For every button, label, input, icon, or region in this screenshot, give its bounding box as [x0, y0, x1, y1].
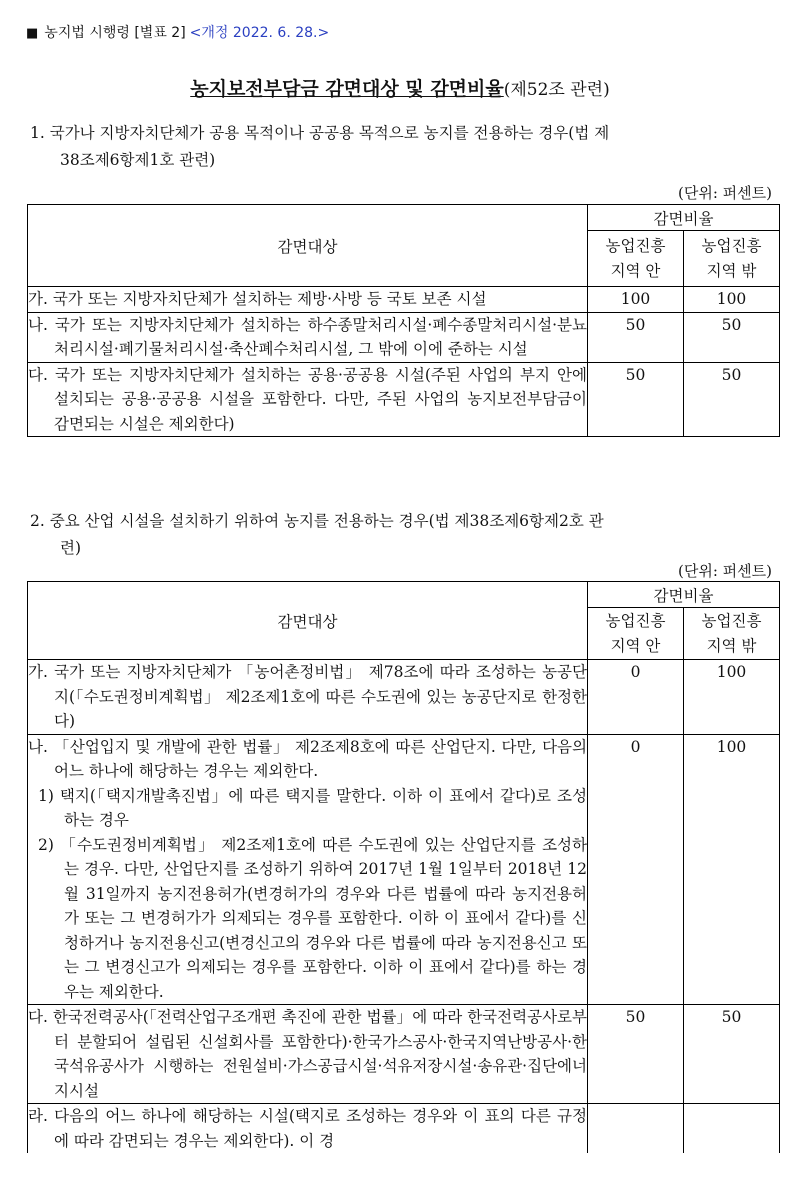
section1-unit: (단위: 퍼센트) — [678, 184, 772, 202]
col-header-in: 농업진흥 지역 안 — [588, 608, 684, 660]
table-cell-out: 100 — [684, 287, 780, 313]
table-cell-in: 50 — [588, 312, 684, 362]
col-header-ratio: 감면비율 — [588, 582, 780, 608]
col-header-ratio: 감면비율 — [588, 205, 780, 231]
table-cell-out: 100 — [684, 734, 780, 1005]
section2-table — [27, 581, 780, 1153]
col-header-target: 감면대상 — [28, 205, 588, 287]
document-title — [0, 74, 800, 101]
square-bullet-icon: ■ — [26, 26, 39, 41]
section2-unit: (단위: 퍼센트) — [678, 562, 772, 580]
table-cell-out: 50 — [684, 362, 780, 437]
table-cell-in: 50 — [588, 1005, 684, 1104]
table-row-target: 나. 국가 또는 지방자치단체가 설치하는 하수종말처리시설·폐수종말처리시설·분뇨처리시설·폐기물처리시설·축산폐수처리시설, 그 밖에 이에 준하는 시설 — [28, 312, 588, 362]
sub-item-1: 1) 택지(「택지개발촉진법」에 따른 택지를 말한다. 이하 이 표에서 같다)로 조성하는 경우 — [38, 786, 587, 829]
table-row-target: 다. 국가 또는 지방자치단체가 설치하는 공용·공공용 시설(주된 사업의 부지 안에 설치되는 공용·공공용 시설을 포함한다. 다만, 주된 사업의 농지보전부담금이 감면되는 시설은 제외한다) — [28, 362, 588, 437]
section1-title — [30, 120, 778, 174]
col-header-target: 감면대상 — [28, 582, 588, 660]
table-cell-in: 0 — [588, 734, 684, 1005]
sub-item-2: 2) 「수도권정비계획법」 제2조제1호에 따른 수도권에 있는 산업단지를 조성하는 경우. 다만, 산업단지를 조성하기 위하여 2017년 1월 1일부터 2018년 12월 31일까지 농지전용허가(변경허가의 경우와 다른 법률에 따라 농지전용허가 또는 그 변경허가가 의제되는 경우를 포함한다. 이하 이 표에서 같다)를 신청하거나 농지전용신고(변경신고의 경우와 다른 법률에 따라 농지전용신고 또는 그 변경신고가 의제되는 경우를 포함한다. 이하 이 표에서 같다)를 하는 경우는 제외한다. — [38, 835, 587, 1001]
table-cell-out — [684, 1104, 780, 1154]
law-reference: 농지법 시행령 [별표 2] — [44, 25, 186, 41]
section2-title-line2: 련) — [60, 539, 82, 557]
title-main: 농지보전부담금 감면대상 및 감면비율 — [190, 78, 504, 100]
document-header — [26, 22, 329, 42]
col-header-in: 농업진흥 지역 안 — [588, 231, 684, 287]
title-sub: (제52조 관련) — [503, 80, 610, 100]
section2-title-line1: 2. 중요 산업 시설을 설치하기 위하여 농지를 전용하는 경우(법 제38조제6항제2호 관 — [30, 512, 604, 530]
table-row-target: 라. 다음의 어느 하나에 해당하는 시설(택지로 조성하는 경우와 이 표의 다른 규정에 따라 감면되는 경우는 제외한다). 이 경 — [28, 1104, 588, 1154]
col-header-out: 농업진흥 지역 밖 — [684, 608, 780, 660]
section1-table — [27, 204, 780, 437]
table-row-target: 나. 「산업입지 및 개발에 관한 법률」 제2조제8호에 따른 산업단지. 다만, 다음의 어느 하나에 해당하는 경우는 제외한다. 1) 택지(「택지개발촉진법」에 따른 택지를 말한다. 이하 이 표에서 같다)로 조성하는 경우 2) 「수도권정비계획법」 제2조제1호에 따른 수도권에 있는 산업단지를 조성하는 경우. 다만, 산업단지를 조성하기 위하여 2017년 1월 1일부터 2018년 12월 31일까지 농지전용허가(변경허가의 경우와 다른 법률에 따라 농지전용허가 또는 그 변경허가가 의제되는 경우를 포함한다. 이하 이 표에서 같다)를 신청하거나 농지전용신고(변경신고의 경우와 다른 법률에 따라 농지전용신고 또는 그 변경신고가 의제되는 경우를 포함한다. 이하 이 표에서 같다)를 하는 경우는 제외한다. — [28, 734, 588, 1005]
table-row-target: 다. 한국전력공사(「전력산업구조개편 촉진에 관한 법률」에 따라 한국전력공사로부터 분할되어 설립된 신설회사를 포함한다)·한국가스공사·한국지역난방공사·한국석유공사가 시행하는 전원설비·가스공급시설·석유저장시설·송유관·집단에너지시설 — [28, 1005, 588, 1104]
table-row-target: 가. 국가 또는 지방자치단체가 「농어촌정비법」 제78조에 따라 조성하는 농공단지(「수도권정비계획법」 제2조제1호에 따른 수도권에 있는 농공단지로 한정한다) — [28, 660, 588, 735]
section1-title-line2: 38조제6항제1호 관련) — [60, 151, 216, 169]
table-cell-out: 100 — [684, 660, 780, 735]
table-cell-out: 50 — [684, 1005, 780, 1104]
section1-title-line1: 1. 국가나 지방자치단체가 공용 목적이나 공공용 목적으로 농지를 전용하는 경우(법 제 — [30, 124, 610, 142]
section2-title — [30, 508, 778, 562]
table-cell-in: 0 — [588, 660, 684, 735]
table-row-target: 가. 국가 또는 지방자치단체가 설치하는 제방·사방 등 국토 보존 시설 — [28, 287, 588, 313]
revision-date: <개정 2022. 6. 28.> — [189, 25, 330, 41]
col-header-out: 농업진흥 지역 밖 — [684, 231, 780, 287]
table-cell-out: 50 — [684, 312, 780, 362]
table-cell-in: 50 — [588, 362, 684, 437]
table-cell-in — [588, 1104, 684, 1154]
table-cell-in: 100 — [588, 287, 684, 313]
